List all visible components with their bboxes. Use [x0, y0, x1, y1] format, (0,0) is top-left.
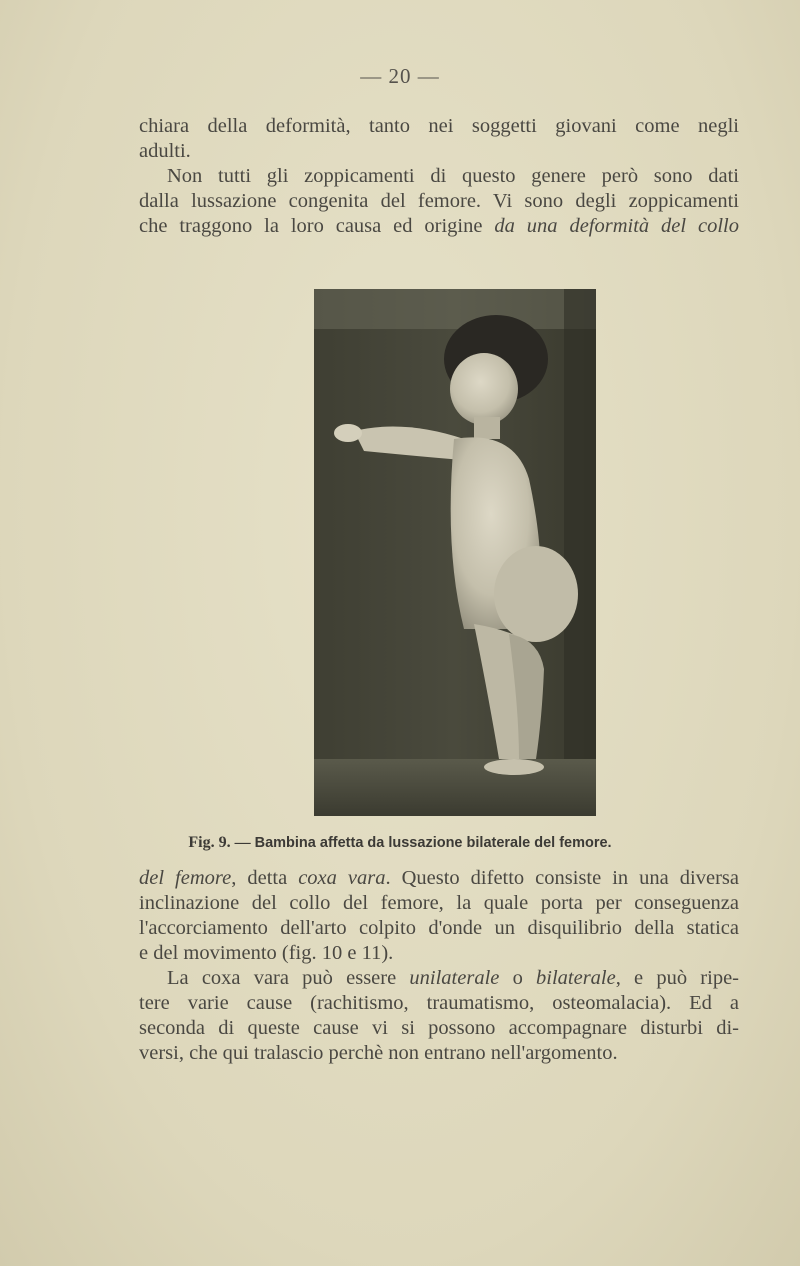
text-line: [139, 214, 739, 239]
text-span: o: [499, 967, 537, 989]
text-line: tere varie cause (rachitismo, traumatismo, osteomalacia). Ed a: [139, 992, 739, 1014]
italic-span: del femore: [139, 867, 232, 889]
bottom-paragraph: [139, 866, 739, 1066]
figure-caption: [0, 834, 800, 852]
text-line: l'accorciamento dell'arto colpito d'onde un disquilibrio della statica: [139, 917, 739, 939]
text-line: chiara della deformità, tanto nei soggetti giovani come negli: [139, 115, 739, 137]
text-line: e del movimento (fig. 10 e 11).: [139, 942, 394, 964]
figure-label: Fig. 9.: [188, 834, 231, 851]
italic-span: bilaterale: [536, 967, 616, 989]
text-line: inclinazione del collo del femore, la quale porta per conseguenza: [139, 892, 739, 914]
italic-span: unilaterale: [409, 967, 500, 989]
text-line: adulti.: [139, 140, 191, 162]
italic-span: coxa vara: [298, 867, 386, 889]
text-span: , detta: [231, 867, 299, 889]
figure-photo: [314, 289, 596, 816]
text-line: Non tutti gli zoppicamenti di questo genere però sono dati: [167, 165, 739, 187]
text-span: , e può ripe-: [615, 967, 739, 989]
text-span: La coxa vara può essere: [167, 967, 410, 989]
text-line: [139, 866, 739, 891]
figure-description: Bambina affetta da lussazione bilaterale del femore.: [254, 835, 612, 851]
text-span: che traggono la loro causa ed origine: [139, 215, 495, 237]
italic-span: da una deformità del collo: [494, 215, 739, 237]
text-span: . Questo difetto consiste in una diversa: [385, 867, 739, 889]
child-photograph-image: [314, 289, 596, 816]
text-line: versi, che qui tralascio perchè non entrano nell'argomento.: [139, 1042, 618, 1064]
caption-separator: —: [230, 834, 255, 851]
text-line: seconda di queste cause vi si possono accompagnare disturbi di-: [139, 1017, 739, 1039]
text-line: dalla lussazione congenita del femore. Vi sono degli zoppicamenti: [139, 190, 739, 212]
page-number: — 20 —: [360, 64, 440, 88]
top-paragraph: [139, 114, 739, 239]
text-line: [139, 966, 739, 991]
